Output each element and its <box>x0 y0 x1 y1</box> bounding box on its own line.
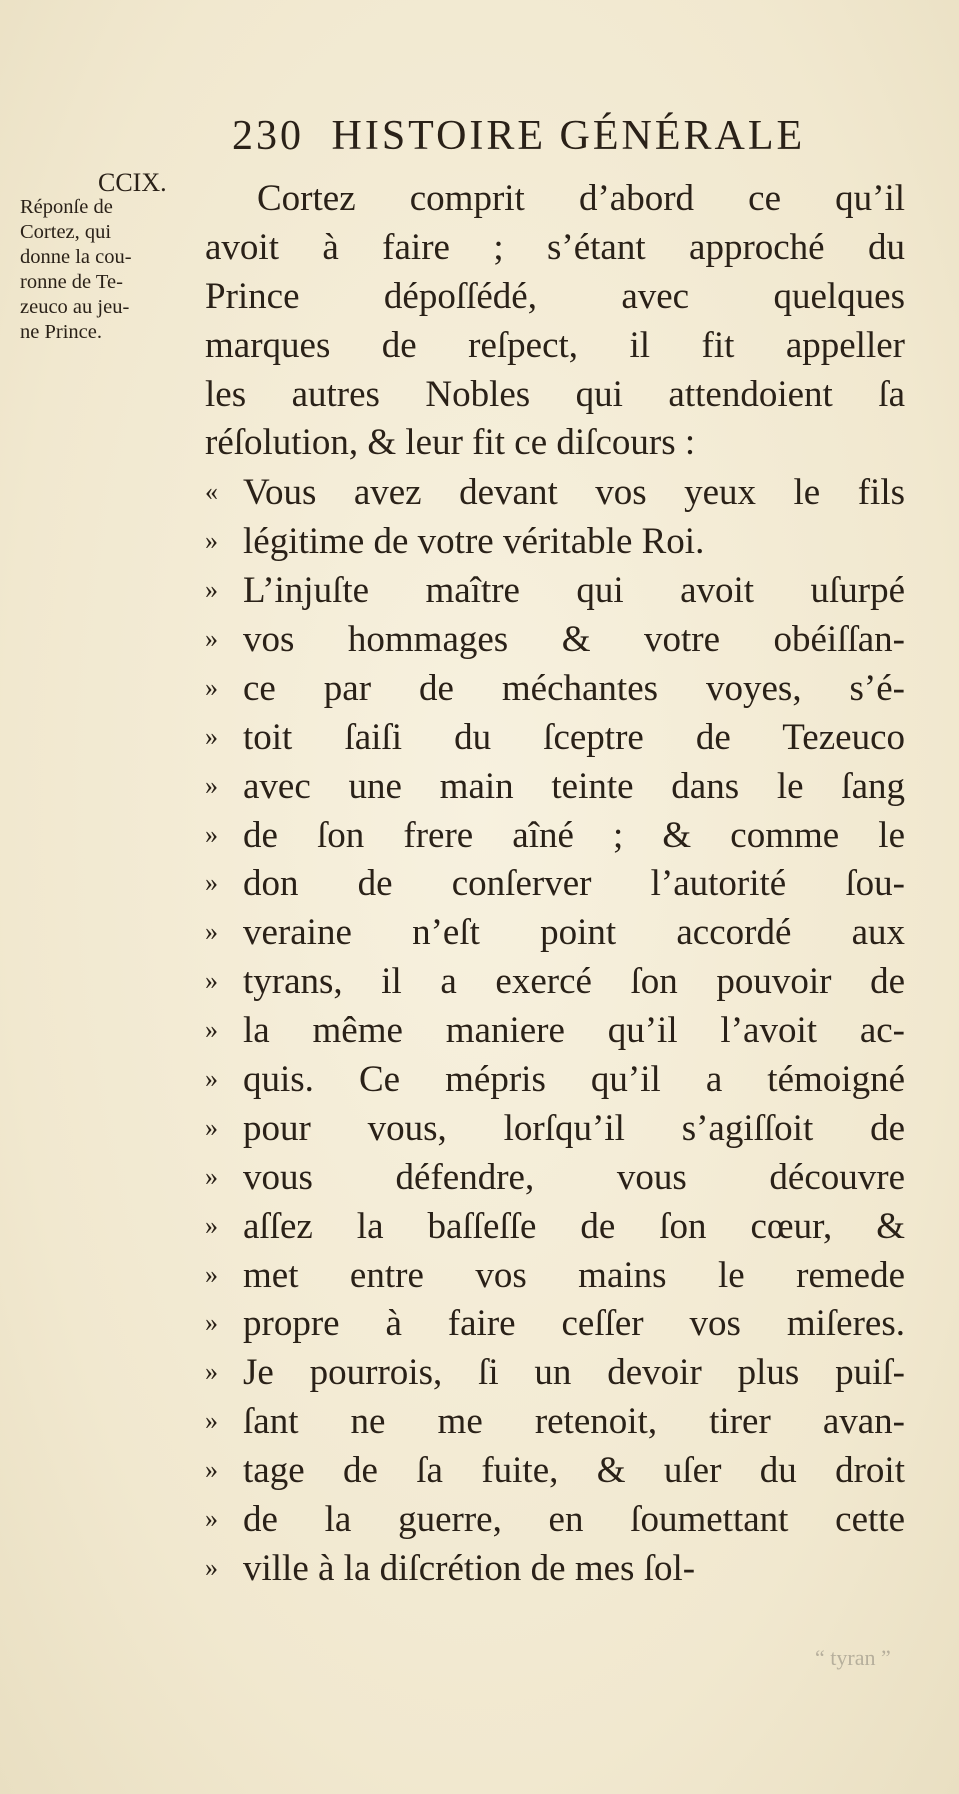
text-line-content: ce par de méchantes voyes, s’é- <box>243 667 905 709</box>
text-line-content: de ſon frere aîné ; & comme le <box>243 814 905 856</box>
text-line-content: met entre vos mains le remede <box>243 1254 905 1296</box>
text-line-content: vos hommages & votre obéiſſan- <box>243 619 905 661</box>
text-line <box>205 762 905 811</box>
quote-mark: » <box>205 1308 218 1338</box>
text-line <box>205 1299 905 1348</box>
text-line <box>205 468 905 517</box>
text-line <box>205 1202 905 1251</box>
text-line <box>205 615 905 664</box>
text-line-content: tyrans, il a exercé ſon pouvoir de <box>243 961 905 1003</box>
text-line <box>205 322 905 371</box>
text-line-content: Vous avez devant vos yeux le fils <box>243 472 905 514</box>
quote-mark: » <box>205 1552 218 1582</box>
margin-note-line: ne Prince. <box>20 321 102 343</box>
text-line <box>205 957 905 1006</box>
quote-mark: » <box>205 1357 218 1387</box>
text-line <box>205 1544 905 1593</box>
body-text <box>205 175 905 1593</box>
text-line-content: propre à faire ceſſer vos miſeres. <box>243 1303 905 1345</box>
quote-mark: » <box>205 672 218 702</box>
text-line <box>205 1104 905 1153</box>
text-line <box>205 1006 905 1055</box>
text-line-content: les autres Nobles qui attendoient ſa <box>205 373 905 415</box>
margin-note-line: Cortez, qui <box>20 221 112 243</box>
text-line-content: ſant ne me retenoit, tirer avan- <box>243 1401 905 1443</box>
text-line <box>205 517 905 566</box>
text-line <box>205 1348 905 1397</box>
text-line <box>205 419 905 468</box>
quote-mark: » <box>205 1064 218 1094</box>
text-line-content: Je pourrois, ſi un devoir plus puiſ- <box>243 1352 905 1394</box>
text-line-content: Cortez comprit d’abord ce qu’il <box>257 178 905 219</box>
text-line-content: quis. Ce mépris qu’il a témoigné <box>243 1059 905 1101</box>
text-line-content: vous défendre, vous découvre <box>243 1156 905 1198</box>
section-numeral: CCIX. <box>98 168 167 197</box>
text-line <box>205 908 905 957</box>
quote-mark: » <box>205 966 218 996</box>
text-line <box>205 273 905 322</box>
text-line <box>205 566 905 615</box>
text-line-content: légitime de votre véritable Roi. <box>243 521 705 563</box>
text-line-content: don de conſerver l’autorité ſou- <box>243 863 905 905</box>
text-line-content: réſolution, & leur fit ce diſcours : <box>205 422 696 464</box>
quote-mark: » <box>205 575 218 605</box>
quote-mark: » <box>205 1455 218 1485</box>
quote-mark: » <box>205 770 218 800</box>
page-number: 230 <box>232 113 304 159</box>
quote-mark: » <box>205 868 218 898</box>
quote-mark: » <box>205 1210 218 1240</box>
text-line <box>205 371 905 420</box>
text-line-content: pour vous, lorſqu’il s’agiſſoit de <box>243 1107 905 1149</box>
margin-note-line: Réponſe de <box>20 196 113 218</box>
quote-mark: » <box>205 1406 218 1436</box>
text-line <box>205 713 905 762</box>
text-line <box>205 664 905 713</box>
text-line-content: de la guerre, en ſoumettant cette <box>243 1499 905 1541</box>
margin-note-line: zeuco au jeu- <box>20 296 130 318</box>
quote-mark: » <box>205 1112 218 1142</box>
quote-mark: » <box>205 819 218 849</box>
text-line <box>205 1495 905 1544</box>
text-line <box>205 1055 905 1104</box>
quote-mark: » <box>205 1015 218 1045</box>
text-line <box>205 175 905 224</box>
text-line-content: veraine n’eſt point accordé aux <box>243 912 905 954</box>
text-line-content: aſſez la baſſeſſe de ſon cœur, & <box>243 1205 905 1247</box>
text-line-content: marques de reſpect, il fit appeller <box>205 324 905 366</box>
quote-mark: » <box>205 624 218 654</box>
quote-mark: » <box>205 1161 218 1191</box>
quote-mark: « <box>205 477 218 507</box>
quote-mark: » <box>205 1259 218 1289</box>
text-line-content: toit ſaiſi du ſceptre de Tezeuco <box>243 716 905 758</box>
margin-note-line: donne la cou- <box>20 246 132 268</box>
text-line <box>205 1397 905 1446</box>
quote-mark: » <box>205 917 218 947</box>
text-line-content: ville à la diſcrétion de mes ſol- <box>243 1547 696 1589</box>
catchword: “ tyran ” <box>815 1645 891 1670</box>
text-line-content: la même maniere qu’il l’avoit ac- <box>243 1010 905 1052</box>
text-line <box>205 1153 905 1202</box>
text-line <box>205 811 905 860</box>
quote-mark: » <box>205 721 218 751</box>
text-line-content: avoit à faire ; s’étant approché du <box>205 226 905 268</box>
text-line-content: tage de ſa fuite, & uſer du droit <box>243 1450 905 1492</box>
quote-mark: » <box>205 526 218 556</box>
running-title: HISTOIRE GÉNÉRALE <box>331 113 806 159</box>
margin-note <box>20 170 230 345</box>
margin-note-line: ronne de Te- <box>20 271 123 293</box>
quote-mark: » <box>205 1504 218 1534</box>
text-line-content: avec une main teinte dans le ſang <box>243 765 905 807</box>
text-line <box>205 1251 905 1300</box>
text-line-content: L’injuſte maître qui avoit uſurpé <box>243 570 905 612</box>
text-line <box>205 224 905 273</box>
text-line-content: Prince dépoſſédé, avec quelques <box>205 275 905 317</box>
text-line <box>205 1446 905 1495</box>
running-header <box>232 112 912 160</box>
text-line <box>205 859 905 908</box>
